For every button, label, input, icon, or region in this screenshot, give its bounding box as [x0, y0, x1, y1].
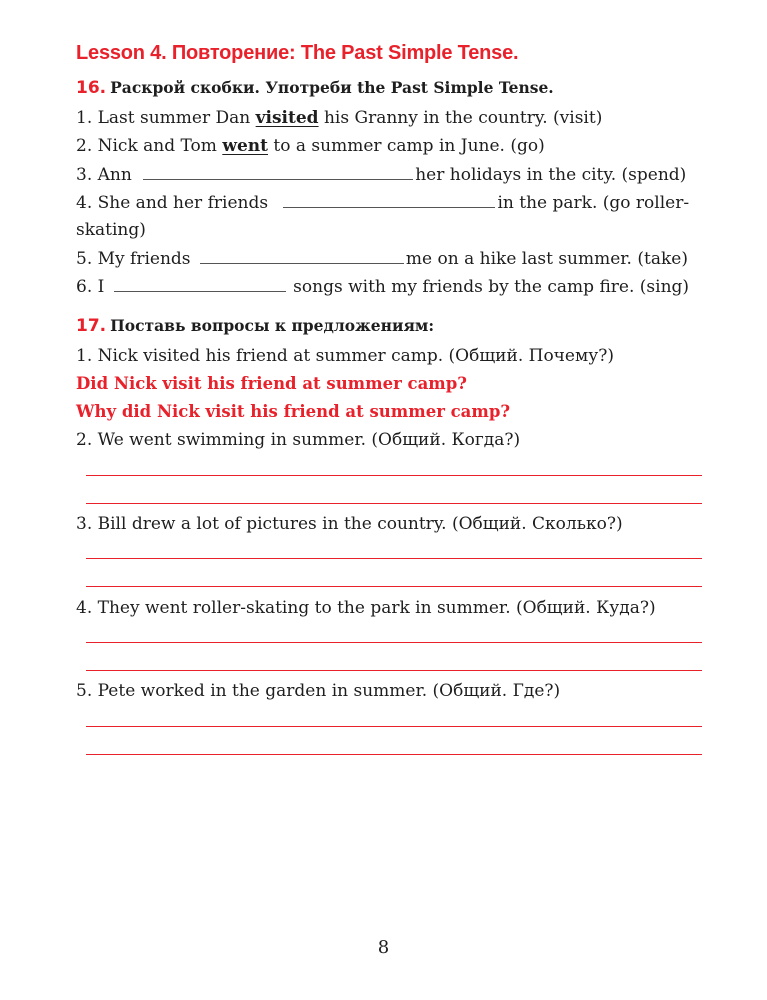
ex16-item-4-continuation: skating) — [76, 220, 146, 240]
ex17-item-3-answer-line-2[interactable] — [86, 586, 702, 587]
ex17-item-3: 3. Bill drew a lot of pictures in the country. (Общий. Сколько?) — [76, 514, 623, 534]
ex16-item-6-blank[interactable] — [114, 276, 286, 292]
ex17-item-4-answer-line-1[interactable] — [86, 642, 702, 643]
exercise-16-header — [76, 78, 554, 98]
ex16-item-3-suffix: her holidays in the city. (spend) — [415, 165, 687, 185]
page-number: 8 — [377, 937, 390, 958]
ex17-item-5-answer-line-2[interactable] — [86, 754, 702, 755]
ex16-item-2 — [76, 136, 545, 156]
ex16-item-3 — [76, 164, 686, 185]
ex16-item-2-answer: went — [222, 136, 268, 156]
ex17-item-3-answer-line-1[interactable] — [86, 558, 702, 559]
lesson-title: Lesson 4. Повторение: The Past Simple Tense. — [76, 42, 519, 64]
ex16-item-6-prefix: 6. I — [76, 277, 105, 297]
ex17-item-2-answer-line-2[interactable] — [86, 503, 702, 504]
ex16-item-5-blank[interactable] — [200, 248, 404, 264]
ex16-item-3-blank[interactable] — [143, 164, 413, 180]
ex17-item-1: 1. Nick visited his friend at summer camp. (Общий. Почему?) — [76, 346, 614, 366]
ex17-item-1-answer-2: Why did Nick visit his friend at summer camp? — [76, 402, 511, 421]
ex17-item-4-answer-line-2[interactable] — [86, 670, 702, 671]
ex16-item-4-prefix: 4. She and her friends — [76, 193, 269, 213]
ex17-item-4: 4. They went roller-skating to the park in summer. (Общий. Куда?) — [76, 598, 656, 618]
exercise-17-instruction: Поставь вопросы к предложениям: — [110, 316, 435, 335]
ex16-item-4-blank[interactable] — [283, 192, 495, 208]
exercise-17-number: 17. — [76, 316, 107, 336]
ex16-item-1-answer: visited — [255, 108, 319, 128]
exercise-16-instruction: Раскрой скобки. Употреби the Past Simple Tense. — [110, 78, 554, 97]
exercise-16-number: 16. — [76, 78, 107, 98]
exercise-17-header — [76, 316, 434, 336]
ex16-item-5-prefix: 5. My friends — [76, 249, 191, 269]
ex16-item-5-suffix: me on a hike last summer. (take) — [405, 249, 688, 269]
ex17-item-1-answer-1: Did Nick visit his friend at summer camp? — [76, 374, 467, 393]
ex17-item-2-answer-line-1[interactable] — [86, 475, 702, 476]
ex16-item-3-prefix: 3. Ann — [76, 165, 132, 185]
ex17-item-2: 2. We went swimming in summer. (Общий. Когда?) — [76, 430, 521, 450]
ex16-item-6-suffix: songs with my friends by the camp fire. (sing) — [293, 277, 690, 297]
ex16-item-5 — [76, 248, 688, 269]
ex16-item-1-prefix: 1. Last summer Dan — [76, 108, 251, 128]
ex16-item-1-suffix: his Granny in the country. (visit) — [323, 108, 603, 128]
ex16-item-1 — [76, 108, 602, 128]
ex17-item-5: 5. Pete worked in the garden in summer. (Общий. Где?) — [76, 681, 561, 701]
ex16-item-2-prefix: 2. Nick and Tom — [76, 136, 217, 156]
ex17-item-5-answer-line-1[interactable] — [86, 726, 702, 727]
ex16-item-6 — [76, 276, 689, 297]
ex16-item-4 — [76, 192, 689, 213]
ex16-item-4-suffix: in the park. (go roller- — [497, 193, 690, 213]
ex16-item-2-suffix: to a summer camp in June. (go) — [273, 136, 545, 156]
